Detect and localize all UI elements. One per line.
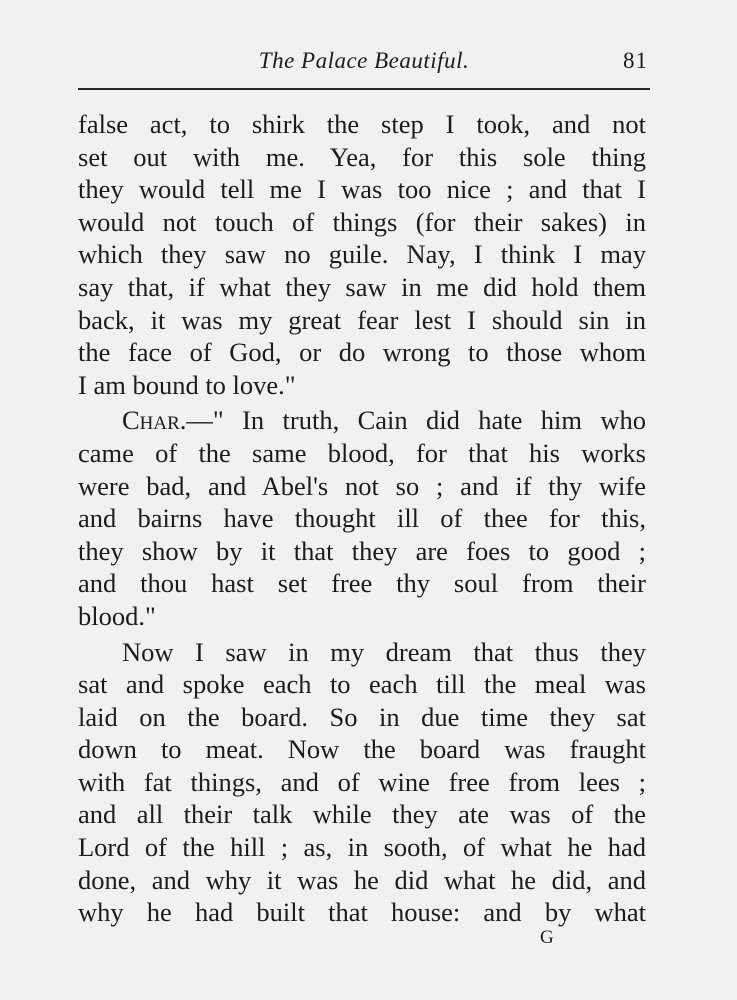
paragraph-2 [78, 404, 646, 632]
text-line: which they saw no guile. Nay, I think I may [78, 239, 646, 270]
page-number: 81 [623, 48, 648, 73]
running-header [78, 46, 650, 82]
text-line: done, and why it was he did what he did, and [78, 864, 646, 895]
paragraph-3 [78, 636, 646, 929]
text-line: back, it was my great fear lest I should sin in [78, 304, 646, 335]
text-line: and thou hast set free thy soul from their [78, 568, 646, 599]
signature-mark: G [540, 927, 554, 948]
running-title: The Palace Beautiful. [258, 48, 470, 73]
text-line: they would tell me I was too nice ; and that I [78, 174, 646, 205]
text-line: were bad, and Abel's not so ; and if thy wife [78, 470, 646, 501]
text-line: came of the same blood, for that his works [78, 437, 646, 468]
text-line: Lord of the hill ; as, in sooth, of what he had [78, 832, 646, 863]
text-line: Now I saw in my dream that thus they [122, 636, 646, 667]
text-line: with fat things, and of wine free from lees ; [78, 766, 646, 797]
text-line: and bairns have thought ill of thee for this, [78, 503, 646, 534]
text-line: I am bound to love." [78, 369, 296, 400]
text-line: laid on the board. So in due time they sat [78, 701, 646, 732]
speaker-name: Char. [122, 405, 187, 436]
text-line: and all their talk while they ate was of the [78, 799, 646, 830]
body-text [78, 108, 646, 929]
text-line: down to meat. Now the board was fraught [78, 734, 646, 765]
text-line: they show by it that they are foes to good ; [78, 535, 646, 566]
text-line: false act, to shirk the step I took, and not [78, 109, 646, 139]
text-line: blood." [78, 600, 156, 631]
text-line-with-speaker [78, 404, 646, 437]
text-line: the face of God, or do wrong to those whom [78, 337, 646, 368]
text-line: say that, if what they saw in me did hold them [78, 271, 646, 302]
text-line: sat and spoke each to each till the meal was [78, 669, 646, 700]
header-rule [78, 88, 650, 90]
text-line: —" In truth, Cain did hate him who [186, 405, 646, 436]
text-line: would not touch of things (for their sakes) in [78, 206, 646, 237]
paragraph-1 [78, 108, 646, 401]
text-line: why he had built that house: and by what [78, 897, 646, 928]
text-line: set out with me. Yea, for this sole thing [78, 141, 646, 172]
